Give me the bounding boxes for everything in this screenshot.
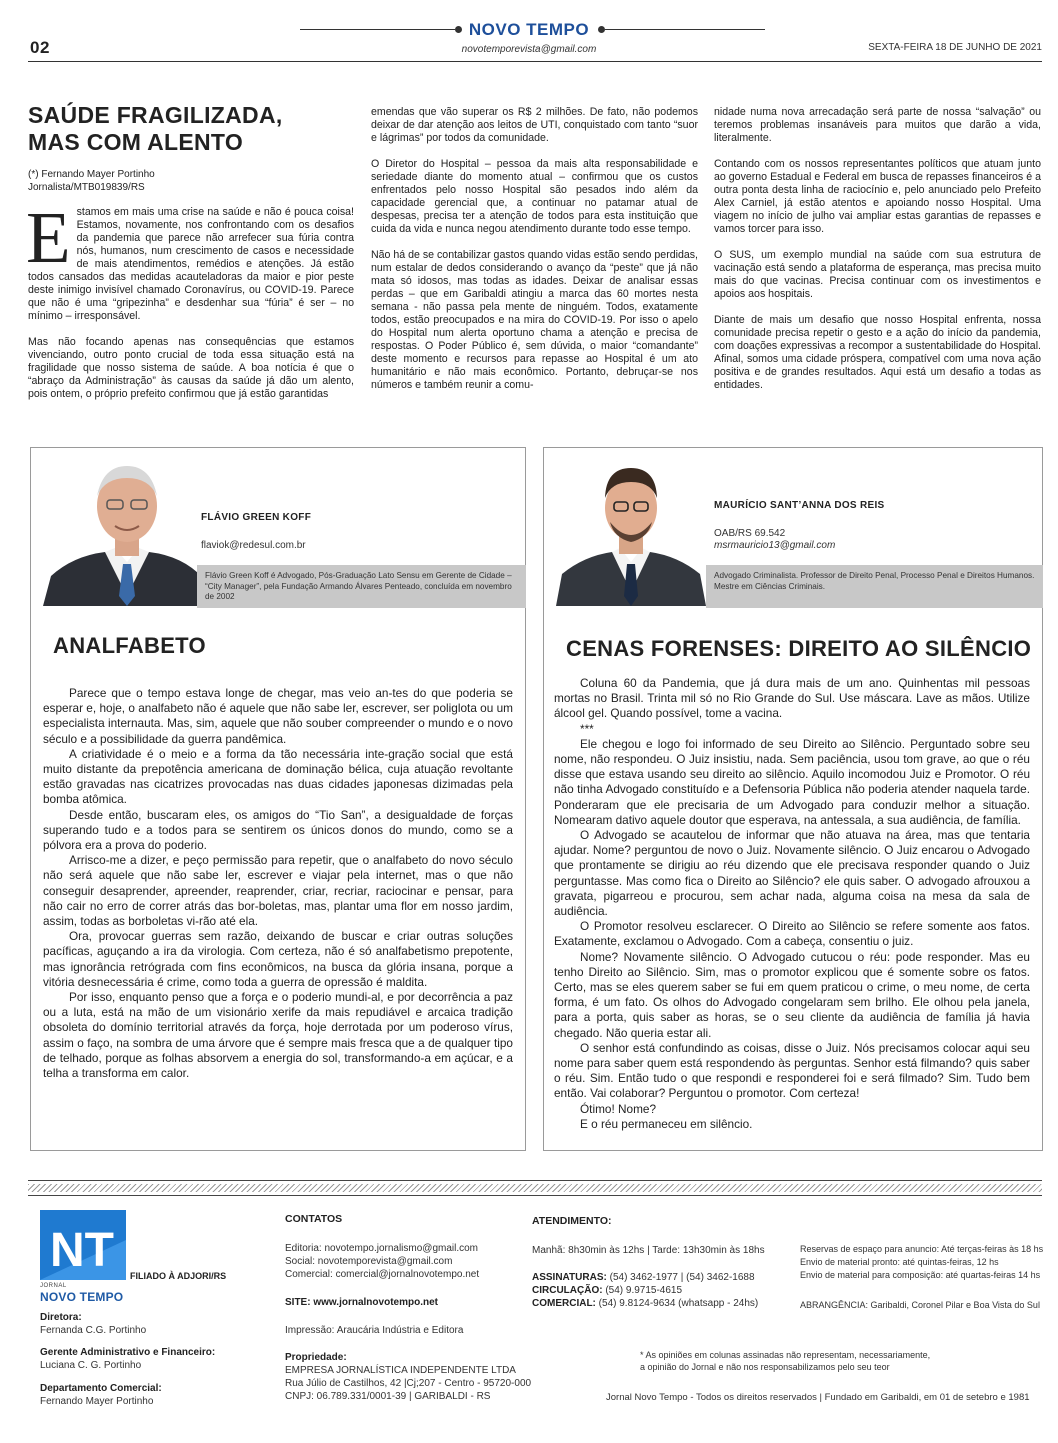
telefones bbox=[532, 1271, 758, 1310]
article-paragraph: nidade numa nova arrecadação será parte de nossa “salvação” ou teremos problemas insanáveis para muitos que darão a vida, literalmente. bbox=[714, 106, 1041, 144]
paper-email[interactable]: novotemporevista@gmail.com bbox=[461, 44, 597, 55]
column-body bbox=[43, 686, 513, 1081]
opinion-column-right bbox=[543, 447, 1043, 1151]
gerente-name: Luciana C. G. Portinho bbox=[40, 1360, 142, 1371]
article-column-2 bbox=[371, 106, 698, 405]
article-paragraph: O Diretor do Hospital – pessoa da mais alta responsabilidade e seriedade diante do momento atual – confirmou que os custos enfrentados pelo nosso Hospital são pesados indo além da capacidade gerencial que, a continuar no patamar atual de despesas, precisa ter a atenção de todos para esta instituição que cuida da vida e nunca negou atendimento durante todo esse tempo. bbox=[371, 158, 698, 235]
masthead-rule-right bbox=[605, 29, 765, 30]
empresa-cnpj: CNPJ: 06.789.331/0001-39 | GARIBALDI - RS bbox=[285, 1391, 491, 1402]
atendimento-heading: ATENDIMENTO: bbox=[532, 1215, 612, 1227]
prazos bbox=[800, 1243, 1043, 1282]
article-paragraph: Diante de mais um desafio que nosso Hospital enfrenta, nossa comunidade precisa repetir o gesto e a ação do início da pandemia, com doações expressivas a recompor a sustentabilidade do Hospital. Afinal, somos uma cidade próspera, compatível com uma nova ação positiva e de grandes resultados. Aqui está um desafio a todas as entidades. bbox=[714, 314, 1041, 391]
contatos-list bbox=[285, 1242, 479, 1281]
column-paragraph: Ótimo! Nome? bbox=[580, 1101, 657, 1116]
contatos-heading: CONTATOS bbox=[285, 1213, 343, 1225]
column-paragraph: A criatividade é o meio e a forma da tão necessária inte-gração social que está muito distante da prepotência americana de dominação bélica, cuja atuação revoltante estão gravadas nas cicatrizes provocadas nas duas cidades japonesas dizimadas pela bomba atômica. bbox=[43, 746, 513, 807]
logo-letters: NT bbox=[50, 1224, 114, 1277]
byline-registration: Jornalista/MTB019839/RS bbox=[28, 182, 145, 193]
article-paragraph: Mas não focando apenas nas consequências que estamos vivenciando, outro ponto crucial de toda essa situação está na fragilidade que nosso sistema de saúde. A boa notícia é que o “abraço da Administração” às causas da saúde já dão um alento, pois ontem, o próprio prefeito confirmou que já estão garantidas bbox=[28, 336, 354, 400]
article-column-1 bbox=[26, 197, 354, 414]
comercial-tel-label: COMERCIAL: bbox=[532, 1298, 596, 1309]
logo-jornal-label: JORNAL bbox=[40, 1283, 67, 1289]
abrangencia: ABRANGÊNCIA: Garibaldi, Coronel Pilar e Boa Vista do Sul bbox=[800, 1300, 1040, 1310]
article-paragraph: emendas que vão superar os R$ 2 milhões. De fato, não podemos deixar de dar atenção aos leitos de UTI, conquistado com tanto “suor e lágrimas” por todos da comunidade. bbox=[371, 106, 698, 144]
footer-rule-top bbox=[28, 1180, 1042, 1181]
diretora-name: Fernanda C.G. Portinho bbox=[40, 1325, 147, 1336]
masthead-dot-right bbox=[598, 26, 605, 33]
portrait-illustration bbox=[43, 456, 211, 606]
column-paragraph: Ora, provocar guerras sem razão, deixando de buscar e criar outras soluções pacíficas, aguçando a ira da virologia. Com certeza, não é só analfabetismo prepotente, mas ignorância retrógrada com fins econômicos, na busca da glória insana, porque a vitória desnecessária é crime, como toda a guerra de opressão é maldita. bbox=[43, 929, 513, 989]
author-photo-flavio bbox=[43, 456, 211, 606]
social-email[interactable]: Social: novotemporevista@gmail.com bbox=[285, 1256, 453, 1267]
article-column-3 bbox=[714, 106, 1041, 405]
author-name: FLÁVIO GREEN KOFF bbox=[201, 512, 312, 523]
author-email[interactable]: flaviok@redesul.com.br bbox=[201, 540, 306, 551]
column-paragraph: Nome? Novamente silêncio. O Advogado cutucou o réu: pode responder. Mas eu tenho Direito ao Silêncio. Sim, mas o promotor explicou que é somente sobre os fatos. Certo, mas se eles querem saber se fui em quem praticou o crime, o meu nome, de certa forma, é um fato. Os olhos do Advogado congelaram sem brilho. Ele olhou pela janela, para a porta, quis saber as horas, se o seu cliente da audiência de família já havia chegado. Não queria estar ali. bbox=[554, 949, 1030, 1040]
column-title: ANALFABETO bbox=[53, 633, 206, 658]
main-article bbox=[28, 100, 1042, 425]
column-paragraph: Arrisco-me a dizer, e peço permissão para repetir, que o analfabeto do novo século não será aquele que não sabe ler, escrever e viajar pela internet, mas o que não conseguir desaprender, apreender, reaprender, criar, recriar, raciocinar e pensar, para não cair no erro de correr atrás das bor-boletas, mas, plantar uma flor em nosso jardim, assim, todas as borboletas vi-rão até ela. bbox=[43, 853, 513, 929]
propriedade bbox=[285, 1351, 531, 1403]
paper-name: NOVO TEMPO bbox=[468, 20, 590, 39]
staff-comercial bbox=[40, 1382, 162, 1408]
column-paragraph: O senhor está confundindo as coisas, disse o Juiz. Nós precisamos colocar aqui seu nome para saber quem está respondendo às perguntas. Senhor está filmando? quis saber o réu. Sim. Então tudo o que respondi e responderei foi e será filmado? Sim. Tudo bem então. Vai colaborar? Perguntou o promotor. Com certeza! bbox=[554, 1040, 1030, 1101]
editoria-email[interactable]: Editoria: novotempo.jornalismo@gmail.com bbox=[285, 1243, 479, 1254]
logo-graphic bbox=[40, 1210, 126, 1280]
masthead bbox=[0, 0, 1058, 70]
newspaper-logo bbox=[40, 1210, 126, 1280]
prazo-reservas: Reservas de espaço para anuncio: Até terças-feiras às 18 hs bbox=[800, 1244, 1044, 1254]
article-title-line2: MAS COM ALENTO bbox=[28, 129, 244, 155]
empresa-address: Rua Júlio de Castilhos, 42 |Cj;207 - Centro - 95720-000 bbox=[285, 1378, 532, 1389]
comercial-phone[interactable]: (54) 9.8124-9634 (whatsapp - 24hs) bbox=[598, 1298, 759, 1309]
circulacao-label: CIRCULAÇÃO: bbox=[532, 1285, 603, 1296]
issue-date: SEXTA-FEIRA 18 DE JUNHO DE 2021 bbox=[868, 42, 1042, 53]
impressao: Impressão: Araucária Indústria e Editora bbox=[285, 1325, 464, 1336]
author-name: MAURÍCIO SANT’ANNA DOS REIS bbox=[714, 500, 885, 511]
article-paragraph: Não há de se contabilizar gastos quando vidas estão sendo perdidas, num estalar de dedos considerando o avanço da “peste” que já não mata só idosos, mas todas as idades. Deixar de analisar essas perdas – que em Garibaldi atingiu a marca das 60 mortes nesta semana - não passa pela mente de ninguém. Todos, exatamente todos, estão preocupados e na mira do COVID-19. Por isso o apelo do Hospital num alerta oportuno chama a atenção e precisa de respostas. O Poder Público é, sem dúvida, o maior “comandante” deste momento e recursos para repasse ao Hospital é um ato humanitário e não mais econômico. Portanto, debruçar-se nos números e também reunir a comu- bbox=[371, 249, 698, 391]
diretora-label: Diretora: bbox=[40, 1312, 82, 1323]
disclaimer-line2: a opinião do Jornal e não nos responsabilizamos pelo seu teor bbox=[640, 1362, 890, 1372]
column-paragraph: O Advogado se acautelou de informar que não atuava na área, mas que tentaria ajudar. Nome? perguntou de novo o Juiz. Novamente silêncio. O Juiz encarou o Advogado que prontamente se dirigiu ao réu dizendo que ele precisava responder quando o Juiz perguntasse. Mas como fica o Direito ao Silêncio? ele quis saber. O advogado afrouxou a gravata, pigarreou e procurou, sem achar nada, alguma coisa na mesa da sala de audiência. bbox=[554, 828, 1030, 919]
column-paragraph: Desde então, buscaram eles, os amigos do “Tio San”, a desigualdade de forças superando tudo e a todos para se sentirem os únicos donos do mundo, como se a pólvora era a prova do poderio. bbox=[43, 807, 513, 853]
article-paragraph: Contando com os nossos representantes políticos que atuam junto ao governo Estadual e Federal em busca de repasses financeiros é a outra ponta desta linha de raciocínio e, pelo anunciado pelo Prefeito Alex Carniel, já estão atentos e apoiando nosso Hospital. Uma viagem no início de julho vai ampliar estas garantias de repasses e vamos torcer para isso. bbox=[714, 158, 1041, 235]
comercial-email[interactable]: Comercial: comercial@jornalnovotempo.net bbox=[285, 1269, 480, 1280]
disclaimer-line1: * As opiniões em colunas assinadas não representam, necessariamente, bbox=[640, 1350, 931, 1360]
circulacao-phone[interactable]: (54) 9.9715-4615 bbox=[605, 1285, 683, 1296]
column-title: CENAS FORENSES: DIREITO AO SILÊNCIO bbox=[566, 636, 1032, 661]
page-number: 02 bbox=[30, 38, 50, 57]
opinion-column-left bbox=[30, 447, 526, 1151]
article-title bbox=[28, 102, 348, 156]
drop-cap: E bbox=[26, 197, 71, 278]
column-paragraph: Coluna 60 da Pandemia, que já dura mais de um ano. Quinhentas mil pessoas mortas no Brasil. Trinta mil só no Rio Grande do Sul. Use máscara. Lave as mãos. Utilize álcool gel. Quando possível, tome a vacina. bbox=[554, 676, 1030, 721]
author-bio: Flávio Green Koff é Advogado, Pós-Graduação Lato Sensu em Gerente de Cidade – “City Manager”, pela Fundação Armando Álvares Penteado, concluída em novembro de 2002 bbox=[197, 565, 526, 608]
author-photo-mauricio bbox=[556, 456, 706, 606]
gerente-label: Gerente Administrativo e Financeiro: bbox=[40, 1347, 216, 1358]
article-paragraph: O SUS, um exemplo mundial na saúde com sua estrutura de vacinação está sendo a plataforma de esperança, mas precisa muito mais do que vacinas. Precisa continuar com os investimentos e apoios aos hospitais. bbox=[714, 249, 1041, 300]
logo-name: NOVO TEMPO bbox=[40, 1290, 124, 1304]
propriedade-label: Propriedade: bbox=[285, 1352, 347, 1363]
disclaimer bbox=[640, 1349, 930, 1373]
assinaturas-phone[interactable]: (54) 3462-1977 | (54) 3462-1688 bbox=[609, 1272, 755, 1283]
prazo-envio-composicao: Envio de material para composição: até quartas-feiras 14 hs bbox=[800, 1270, 1041, 1280]
column-paragraph: Parece que o tempo estava longe de chegar, mas veio an-tes do que poderia se esperar e, hoje, o analfabeto não é aquele que não sabe ler, escrever, ser poliglota ou um especialista internauta. Mas, sim, aquele que não souber compreender o mundo e o novo século e a possibilidade da guerra pandêmica. bbox=[43, 686, 513, 746]
author-email[interactable]: msrmauricio13@gmail.com bbox=[714, 540, 836, 551]
column-paragraph: *** bbox=[580, 721, 594, 736]
footer-hatch bbox=[28, 1184, 1042, 1192]
empresa-name: EMPRESA JORNALÍSTICA INDEPENDENTE LTDA bbox=[285, 1365, 516, 1376]
byline-author: (*) Fernando Mayer Portinho bbox=[28, 169, 155, 180]
site-link[interactable]: SITE: www.jornalnovotempo.net bbox=[285, 1297, 438, 1308]
prazo-envio-pronto: Envio de material pronto: até quintas-feiras, 12 hs bbox=[800, 1257, 999, 1267]
column-paragraph: O Promotor resolveu esclarecer. O Direito ao Silêncio se refere somente aos fatos. Exatamente, exclamou o Advogado. Com a cabeça, consentiu o juiz. bbox=[554, 919, 1030, 949]
assinaturas-label: ASSINATURAS: bbox=[532, 1272, 607, 1283]
copyright: Jornal Novo Tempo - Todos os direitos reservados | Fundado em Garibaldi, em 01 de setebro e 1981 bbox=[606, 1392, 1030, 1403]
staff-gerente bbox=[40, 1346, 215, 1372]
column-paragraph: E o réu permaneceu em silêncio. bbox=[580, 1116, 753, 1131]
horario: Manhã: 8h30min às 12hs | Tarde: 13h30min às 18hs bbox=[532, 1245, 765, 1256]
column-paragraph: Ele chegou e logo foi informado de seu Direito ao Silêncio. Perguntado sobre seu nome, não respondeu. O Juiz insistiu, nada. Sem paciência, usou tom grave, ao que o réu disse que estava usando seu direito ao silêncio. Aquilo incomodou Juiz e Promotor. O réu não tinha Advogado constituído e a Defensoria Pública não poderia atender naquela tarde. Ponderaram que ele precisaria de um Advogado para conduzir melhor a situação. Nomearam dativo aquele doutor que esperava, na antessala, a sua audiência, de família. bbox=[554, 736, 1030, 827]
staff-diretora bbox=[40, 1311, 146, 1337]
column-body bbox=[554, 676, 1030, 1132]
author-oab: OAB/RS 69.542 bbox=[714, 528, 786, 539]
filiado-label: FILIADO À ADJORI/RS bbox=[130, 1271, 227, 1281]
masthead-underline bbox=[28, 61, 1042, 62]
footer-rule-bottom bbox=[28, 1195, 1042, 1196]
column-paragraph: Por isso, enquanto penso que a força e o poderio mundi-al, e por decorrência a paz ou a luta, está na mão de um visionário xerife da mais repudiável e arcaica tradição obsoleta do domínio territorial através da força, hoje derrotada por um poderoso vírus, assim o faço, na sombra de uma árvore que é sempre mais fresca que a de qualquer tipo de telhado, porque as folhas absorvem a energia do sol, transformando-a em açúcar, e a telha a transforma em calor. bbox=[43, 990, 513, 1081]
comercial-name: Fernando Mayer Portinho bbox=[40, 1396, 154, 1407]
author-bio: Advogado Criminalista. Professor de Direito Penal, Processo Penal e Direitos Humanos. Mestre em Ciências Criminais. bbox=[706, 565, 1043, 608]
article-byline bbox=[28, 168, 155, 194]
article-paragraph: stamos em mais uma crise na saúde e não é pouca coisa! Estamos, novamente, nos confrontando com os desafios da pandemia que parece não arrefecer sua fúria contra nós, humanos, num crescimento de casos e necessidade de mais atendimentos, remédios e atenções. Já estão todos cansados das medidas acauteladoras da maior e pior peste deste inimigo invisível chamado Coronavírus, ou COVID-19. Parece que não é uma “gripezinha” e desdenhar sua “fúria” é ser – no mínimo – irresponsável. bbox=[28, 206, 354, 322]
portrait-illustration bbox=[556, 456, 706, 606]
article-title-line1: SAÚDE FRAGILIZADA, bbox=[28, 102, 283, 128]
comercial-label: Departamento Comercial: bbox=[40, 1383, 162, 1394]
